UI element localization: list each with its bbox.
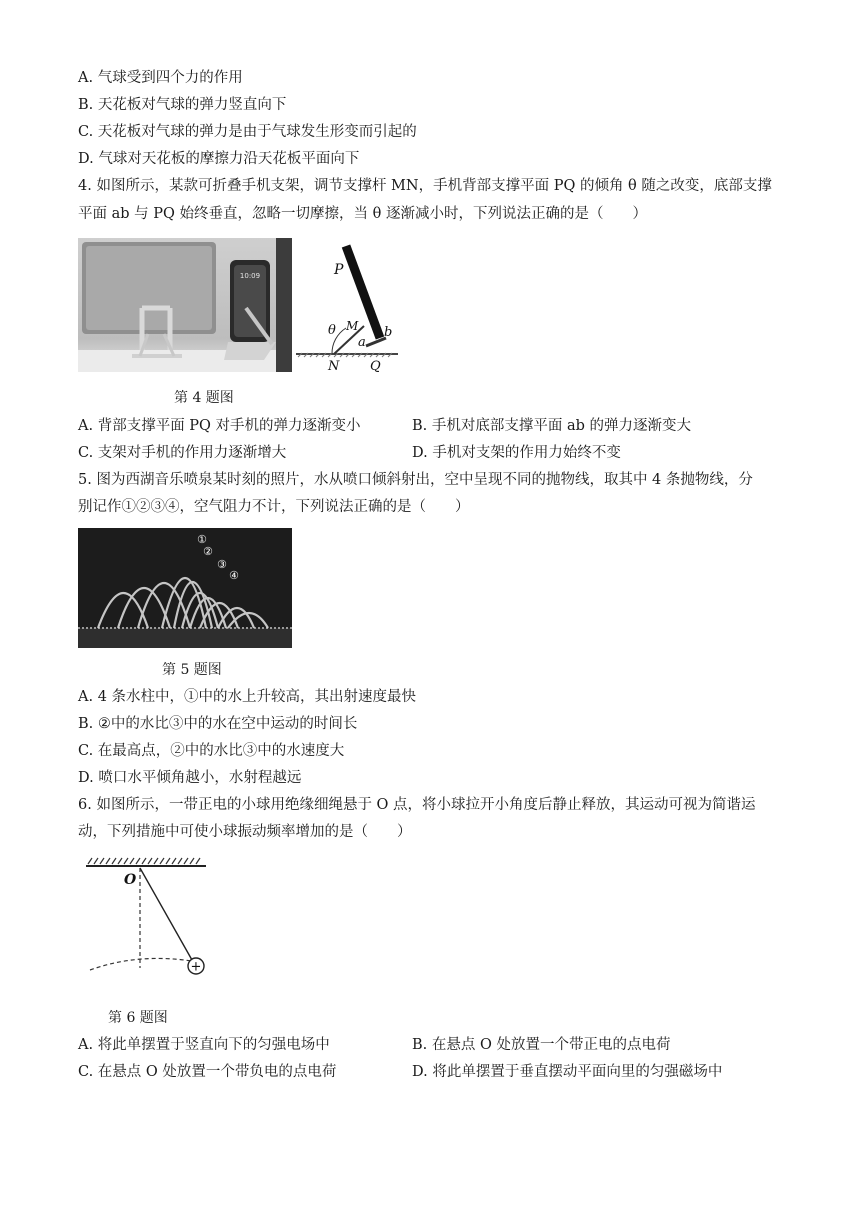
q4-stem-line2: 平面 ab 与 PQ 始终垂直，忽略一切摩擦，当 θ 逐渐减小时，下列说法正确的是（ ） xyxy=(78,206,647,222)
q5-option-a: A. 4 条水柱中，①中的水上升较高，其出射速度最快 xyxy=(78,689,417,705)
q6-option-a: A. 将此单摆置于竖直向下的匀强电场中 xyxy=(78,1037,330,1053)
label-circle-2: ② xyxy=(203,545,213,558)
q6-option-d: D. 将此单摆置于垂直摆动平面向里的匀强磁场中 xyxy=(412,1064,723,1080)
q4-stem-line1: 4. 如图所示，某款可折叠手机支架，调节支撑杆 MN，手机背部支撑平面 PQ 的倾角 θ 随之改变，底部支撑 xyxy=(78,178,772,194)
q4-option-a: A. 背部支撑平面 PQ 对手机的弹力逐渐变小 xyxy=(78,418,361,434)
q4-phone-stand-photo xyxy=(78,238,292,372)
label-b: b xyxy=(384,325,393,340)
label-circle-4: ④ xyxy=(229,569,239,582)
q4-schematic-diagram xyxy=(294,238,406,372)
label-m: M xyxy=(346,319,359,333)
label-a: a xyxy=(358,335,366,350)
label-circle-1: ① xyxy=(197,533,207,546)
q6-option-b: B. 在悬点 O 处放置一个带正电的点电荷 xyxy=(412,1037,671,1053)
q3-option-d: D. 气球对天花板的摩擦力沿天花板平面向下 xyxy=(78,151,360,167)
phone-time-text: 10:09 xyxy=(239,272,261,280)
q5-figure-caption: 第 5 题图 xyxy=(162,662,222,678)
q3-option-c: C. 天花板对气球的弹力是由于气球发生形变而引起的 xyxy=(78,124,417,140)
label-theta: θ xyxy=(328,323,336,338)
label-circle-3: ③ xyxy=(217,558,227,571)
q6-stem-line2: 动，下列措施中可使小球振动频率增加的是（ ） xyxy=(78,824,412,840)
q5-stem-line1: 5. 图为西湖音乐喷泉某时刻的照片，水从喷口倾斜射出，空中呈现不同的抛物线，取其中 4 条抛物线，分 xyxy=(78,472,753,488)
q4-option-d: D. 手机对支架的作用力始终不变 xyxy=(412,445,621,461)
q3-option-a: A. 气球受到四个力的作用 xyxy=(78,70,243,86)
q5-fountain-photo xyxy=(78,528,292,648)
label-n: N xyxy=(328,359,340,372)
q5-option-c: C. 在最高点，②中的水比③中的水速度大 xyxy=(78,743,345,759)
q5-option-b: B. ②中的水比③中的水在空中运动的时间长 xyxy=(78,716,358,732)
q4-option-b: B. 手机对底部支撑平面 ab 的弹力逐渐变大 xyxy=(412,418,692,434)
label-p: P xyxy=(334,262,344,278)
q5-option-d: D. 喷口水平倾角越小，水射程越远 xyxy=(78,770,302,786)
q6-option-c: C. 在悬点 O 处放置一个带负电的点电荷 xyxy=(78,1064,337,1080)
label-q: Q xyxy=(370,359,381,372)
q5-stem-line2: 别记作①②③④，空气阻力不计，下列说法正确的是（ ） xyxy=(78,499,470,515)
q4-option-c: C. 支架对手机的作用力逐渐增大 xyxy=(78,445,287,461)
label-o: O xyxy=(124,872,137,888)
q6-figure-caption: 第 6 题图 xyxy=(108,1010,168,1026)
q3-option-b: B. 天花板对气球的弹力竖直向下 xyxy=(78,97,287,113)
q6-pendulum-diagram xyxy=(84,856,224,986)
label-positive-charge: + xyxy=(190,959,202,975)
q4-figure-caption: 第 4 题图 xyxy=(174,390,234,406)
q6-stem-line1: 6. 如图所示，一带正电的小球用绝缘细绳悬于 O 点，将小球拉开小角度后静止释放，其运动可视为简谐运 xyxy=(78,797,756,813)
